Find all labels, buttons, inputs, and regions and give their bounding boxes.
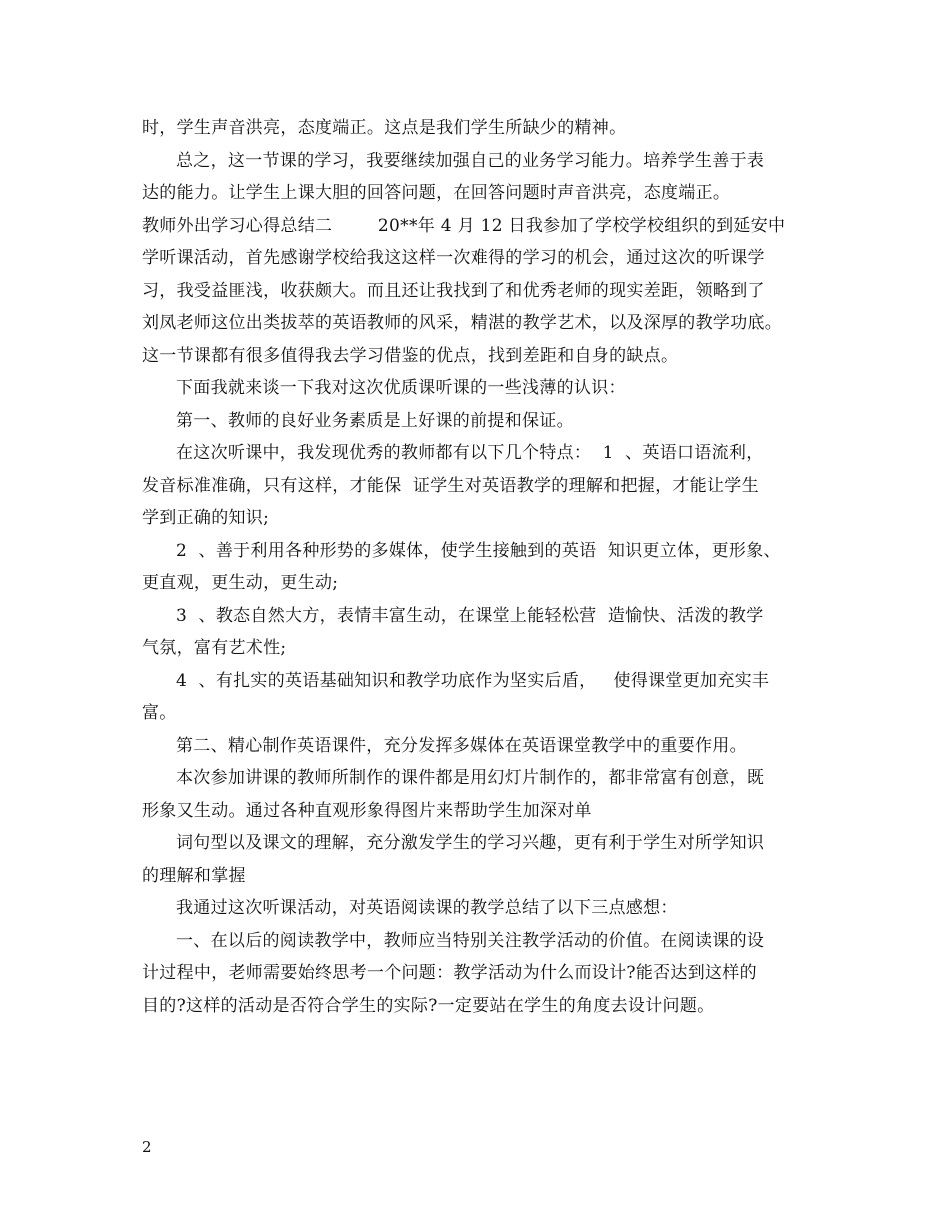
text-line: 下面我就来谈一下我对这次优质课听课的一些浅薄的认识： — [176, 378, 626, 398]
section-heading-line: 教师外出学习心得总结二 20**年 4 月 12 日我参加了学校学校组织的到延安中 — [142, 215, 786, 236]
text-line: 总之，这一节课的学习，我要继续加强自己的业务学习能力。培养学生善于表 — [176, 150, 765, 171]
text-line: 第二、精心制作英语课件，充分发挥多媒体在英语课堂教学中的重要作用。 — [176, 735, 747, 756]
text-line: 更直观，更生动，更生动; — [142, 573, 339, 593]
text-line: 计过程中，老师需要始终思考一个问题：教学活动为什么而设计?能否达到这样的 — [142, 963, 757, 983]
text-line: 形象又生动。通过各种直观形象得图片来帮助学生加深对单 — [142, 800, 592, 821]
text-line: 一、在以后的阅读教学中，教师应当特别关注教学活动的价值。在阅读课的设 — [176, 930, 765, 951]
text-line: 我通过这次听课活动，对英语阅读课的教学总结了以下三点感想： — [176, 898, 678, 918]
page-number: 2 — [142, 1138, 152, 1156]
text-line: 2 、善于利用各种形势的多媒体，使学生接触到的英语 知识更立体，更形象、 — [176, 540, 781, 561]
text-line: 发音标准准确，只有这样，才能保 证学生对英语教学的理解和把握，才能让学生 — [142, 475, 759, 496]
text-line: 时，学生声音洪亮，态度端正。这点是我们学生所缺少的精神。 — [142, 118, 627, 138]
text-line: 习，我受益匪浅，收获颇大。而且还让我找到了和优秀老师的现实差距，领略到了 — [142, 280, 765, 301]
text-line: 词句型以及课文的理解，充分激发学生的学习兴趣，更有利于学生对所学知识 — [176, 833, 765, 853]
text-line: 刘凤老师这位出类拔萃的英语教师的风采，精湛的教学艺术，以及深厚的教学功底。 — [142, 313, 783, 333]
text-line: 本次参加讲课的教师所制作的课件都是用幻灯片制作的，都非常富有创意，既 — [176, 768, 765, 788]
text-line: 在这次听课中，我发现优秀的教师都有以下几个特点： 1 、英语口语流利， — [176, 443, 764, 463]
text-line: 目的?这样的活动是否符合学生的实际?一定要站在学生的角度去设计问题。 — [142, 995, 715, 1016]
text-line: 学到正确的知识; — [142, 508, 270, 528]
text-line: 学听课活动，首先感谢学校给我这这样一次难得的学习的机会，通过这次的听课学 — [142, 248, 765, 268]
text-line: 第一、教师的良好业务素质是上好课的前提和保证。 — [176, 410, 574, 431]
text-line: 4 、有扎实的英语基础知识和教学功底作为坚实后盾， 使得课堂更加充实丰 — [176, 670, 770, 691]
text-line: 达的能力。让学生上课大胆的回答问题，在回答问题时声音洪亮，态度端正。 — [142, 183, 731, 203]
text-line: 的理解和掌握 — [142, 865, 246, 886]
text-line: 气氛，富有艺术性; — [142, 638, 287, 658]
text-line: 3 、教态自然大方，表情丰富生动，在课堂上能轻松营 造愉快、活泼的教学 — [176, 605, 764, 626]
text-line: 富。 — [142, 703, 177, 723]
body-text — [142, 112, 832, 1022]
text-line: 这一节课都有很多值得我去学习借鉴的优点，找到差距和自身的缺点。 — [142, 345, 679, 366]
